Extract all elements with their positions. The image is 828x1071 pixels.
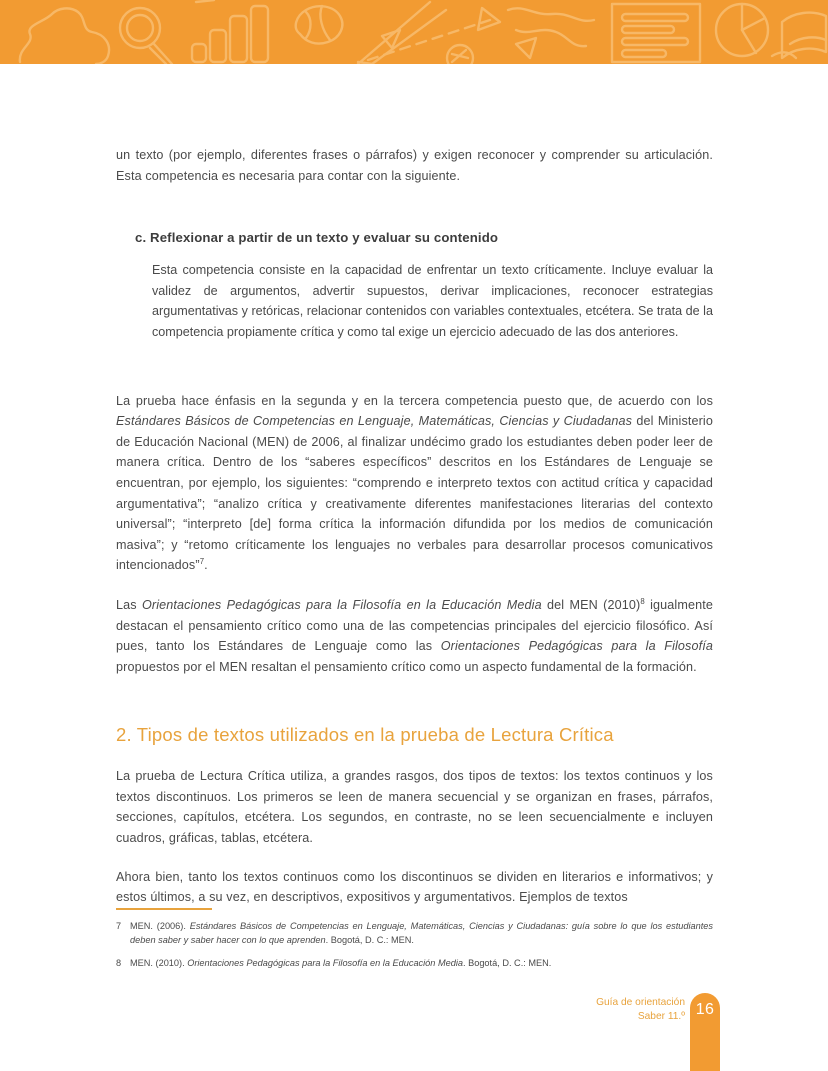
- footnote-number: 8: [116, 958, 122, 969]
- sub-paragraph-competencia: Esta competencia consiste en la capacidad de enfrentar un texto críticamente. Incluye evaluar la validez de argumentos, advertir supuestos, derivar implicaciones, reconocer estrategias argumentativas y retóricas, relacionar contenidos con variables contextuales, etcétera. Se trata de la competencia propiamente crítica y como tal exige un ejercicio adecuado de las dos anteriores.: [152, 263, 713, 339]
- paragraph-ahora-bien: Ahora bien, tanto los textos continuos como los discontinuos se dividen en literarios e informativos; y estos últimos, a su vez, en descriptivos, expositivos y argumentativos. Ejemplos de textos: [116, 869, 713, 905]
- header-decorative-band: [0, 0, 828, 64]
- footnote-part1: MEN. (2006).: [130, 920, 190, 931]
- para-prueba-italic1: Estándares Básicos de Competencias en Lenguaje, Matemáticas, Ciencias y Ciudadanas: [116, 414, 633, 429]
- heading-reflexionar: c. Reflexionar a partir de un texto y evaluar su contenido: [135, 230, 499, 246]
- paragraph-prueba-enfasis: [116, 391, 713, 576]
- footnote-part2: . Bogotá, D. C.: MEN.: [325, 934, 414, 945]
- footnote-item: [116, 919, 713, 948]
- footnote-italic: Orientaciones Pedagógicas para la Filosofía en la Educación Media: [187, 958, 463, 969]
- footnote-item: [116, 956, 713, 970]
- footer-publication-label: [596, 996, 685, 1024]
- paragraph-tipos-de-textos: La prueba de Lectura Crítica utiliza, a grandes rasgos, dos tipos de textos: los textos continuos y los textos discontinuos. Los primeros se leen de manera secuencial y se organizan en frases, párrafos, secciones, capítulos, etcétera. Los segundos, en contraste, no se leen secuencialmente e incluyen cuadros, gráficas, tablas, etcétera.: [116, 769, 713, 846]
- footnote-part1: MEN. (2010).: [130, 958, 188, 969]
- bar-chart-icon: [192, 44, 206, 62]
- para-orient-part3: igualmente destacan el pensamiento crítico como una de las competencias principales del ejercicio filosófico. Así pues, tanto los Estándares de Lenguaje como las: [116, 597, 713, 654]
- section-heading-tipos-de-textos: 2. Tipos de textos utilizados en la prueba de Lectura Crítica: [116, 724, 614, 746]
- footnote-text: [130, 919, 713, 948]
- footer-label-line1: Guía de orientación: [596, 997, 685, 1008]
- para-prueba-part3: .: [204, 558, 208, 573]
- blob-icon: [508, 8, 594, 21]
- para-orient-part1: Las: [116, 597, 142, 612]
- footnote-text: [130, 956, 713, 970]
- globe-icon: [296, 6, 343, 43]
- intro-paragraph: un texto (por ejemplo, diferentes frases o párrafos) y exigen reconocer y comprender su articulación. Esta competencia es necesaria para contar con la siguiente.: [116, 148, 713, 183]
- footnote-italic: Estándares Básicos de Competencias en Lenguaje, Matemáticas, Ciencias y Ciudadanas: guía sobre lo que los estudiantes deben saber y saber hacer con lo que aprenden: [130, 920, 714, 945]
- footnotes-section: [116, 908, 713, 980]
- page-content: [116, 145, 713, 922]
- para-orient-part4: propuestos por el MEN resaltan el pensamiento crítico como un aspecto fundamental de la formación.: [116, 659, 697, 674]
- page-number-tab: [690, 993, 720, 1071]
- para-orient-italic2: Orientaciones Pedagógicas para la Filosofía: [440, 639, 713, 654]
- para-prueba-part2: del Ministerio de Educación Nacional (MEN) de 2006, al finalizar undécimo grado los estudiantes deben poder leer de manera crítica. Dentro de los “saberes específicos” descritos en los Estándares de Lenguaje se encuentran, por ejemplo, los siguientes: “comprendo e interpreto textos con actitud crítica y capacidad argumentativa”; “analizo crítica y creativamente diferentes manifestaciones literarias del contexto universal”; “interpreto [de] forma crítica la información difundida por los medios de comunicación masiva”; y “retomo críticamente los lenguajes no verbales para desarrollar procesos comunicativos intencionados”: [116, 414, 713, 573]
- para-orient-italic1: Orientaciones Pedagógicas para la Filosofía en la Educación Media: [142, 597, 542, 612]
- para-prueba-part1: La prueba hace énfasis en la segunda y en la tercera competencia puesto que, de acuerdo con los: [116, 393, 713, 408]
- footnote-separator-rule: [116, 908, 212, 910]
- footer-label-line2: Saber 11.º: [637, 1011, 685, 1022]
- header-pattern: [0, 0, 828, 64]
- paragraph-orientaciones: [116, 595, 713, 677]
- footnote-ref-7[interactable]: 7: [199, 557, 205, 567]
- para-orient-part2: del MEN (2010): [541, 597, 641, 612]
- footnote-part2: . Bogotá, D. C.: MEN.: [462, 958, 552, 969]
- page-number: 16: [695, 1001, 715, 1018]
- blob-icon: [20, 8, 109, 64]
- footnote-number: 7: [116, 920, 122, 931]
- footnote-ref-8[interactable]: 8: [640, 596, 645, 606]
- book-icon: [782, 13, 826, 58]
